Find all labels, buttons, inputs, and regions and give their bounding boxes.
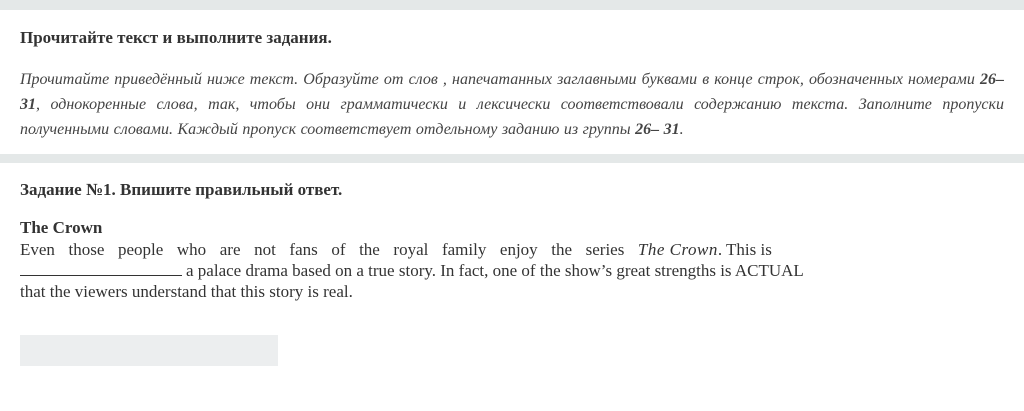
passage-word: the	[551, 240, 573, 259]
passage-word: of	[331, 240, 346, 259]
passage-word: the	[359, 240, 380, 259]
instructions-part-c: .	[679, 121, 684, 138]
range-number-1: 26– 31	[20, 71, 1004, 113]
passage-word: enjoy	[499, 240, 538, 259]
top-divider	[0, 0, 1024, 10]
instructions-part-b: , однокоренные слова, так, чтобы они грамматически и лексически соответствовали содержанию текста. Заполните пропуски полученными словами. Каждый пропуск соответствует отдельному заданию из группы	[20, 96, 1004, 138]
instructions-text	[20, 67, 1004, 142]
instructions-part-a: Прочитайте приведённый ниже текст. Образуйте от слов , напечатанных заглавными буквами в конце строк, обозначенных номерами	[20, 71, 980, 88]
intro-title: Прочитайте текст и выполните задания.	[20, 28, 332, 47]
answer-blank	[20, 260, 182, 276]
passage-word: people	[117, 240, 164, 259]
passage-word: series	[585, 240, 625, 259]
passage-word: not	[254, 240, 276, 259]
passage-line-2-text: a palace drama based on a true story. In fact, one of the show’s great strengths is ACTUAL	[186, 261, 804, 280]
passage-word: family	[441, 240, 487, 259]
passage-word: royal	[393, 240, 429, 259]
series-name: The Crown	[637, 240, 718, 259]
passage-text	[20, 239, 1004, 302]
task-title: Задание №1. Впишите правильный ответ.	[20, 180, 343, 199]
passage-line-1	[20, 239, 772, 260]
passage-word: those	[68, 240, 105, 259]
answer-input[interactable]	[20, 335, 278, 366]
passage-word: who	[176, 240, 207, 259]
task-section	[0, 163, 1024, 366]
passage-line-3: that the viewers understand that this story is real.	[20, 282, 353, 301]
series-with-tail	[638, 239, 772, 260]
passage-word: fans	[289, 240, 318, 259]
passage-title: The Crown	[20, 218, 103, 237]
range-number-2: 26– 31	[635, 121, 680, 138]
middle-divider	[0, 154, 1024, 163]
passage-line-1-tail: . This is	[717, 240, 772, 259]
passage-word: are	[219, 240, 241, 259]
passage-word: Even	[20, 240, 55, 259]
passage-line-2	[20, 260, 1004, 281]
intro-section	[0, 10, 1024, 142]
